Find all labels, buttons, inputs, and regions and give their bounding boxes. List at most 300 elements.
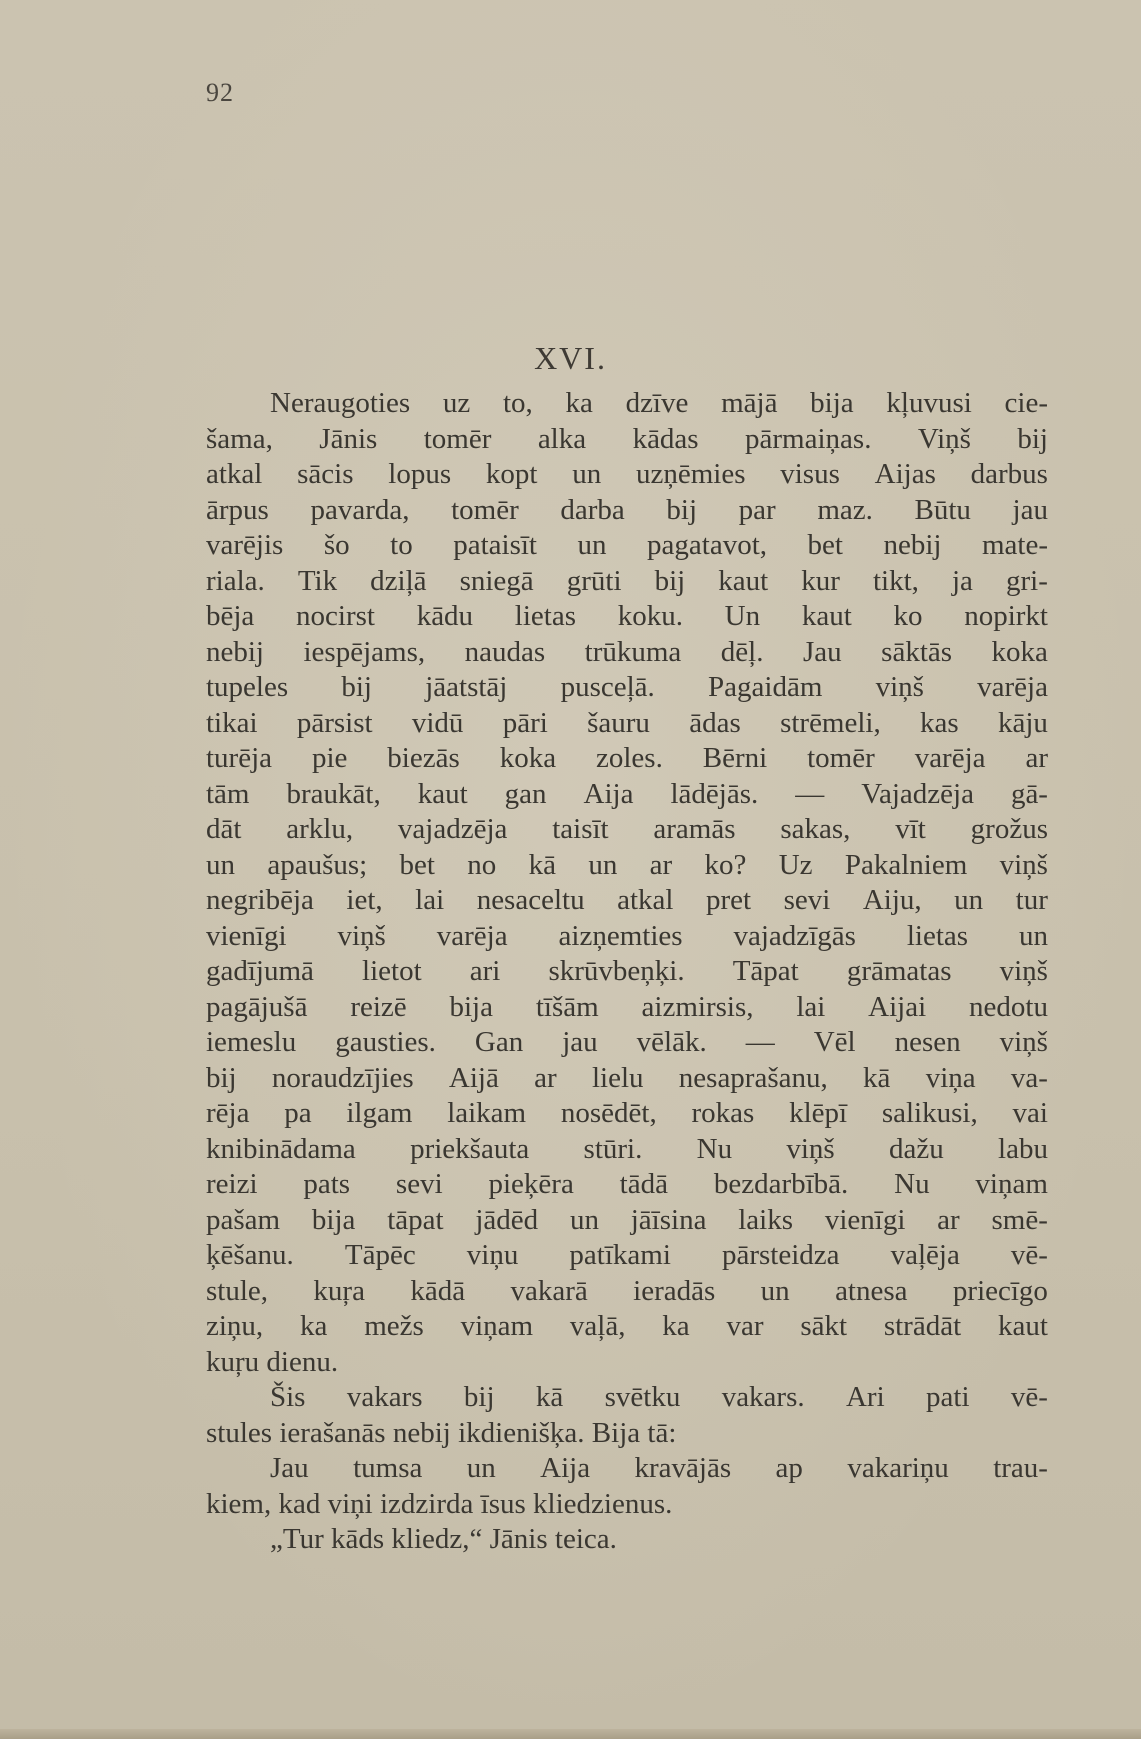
text-line [206,1274,1048,1310]
word: mājā [721,387,778,419]
word: tādā [619,1168,668,1200]
word: kādu [416,600,474,632]
word: stule, [206,1274,269,1307]
word: Pakalniem [844,848,968,881]
word: strādāt [883,1310,962,1342]
word: reizē [350,990,407,1023]
word: Jau [802,635,842,668]
word: trūkuma [584,635,682,668]
word: trau- [993,1452,1048,1484]
word: iespējams, [303,635,426,668]
word: ārpus [206,493,269,526]
word: va- [1010,1061,1048,1094]
word: un [954,884,984,916]
word: varēja [977,671,1048,703]
word: dienu. [266,1345,339,1378]
word: Neraugoties [270,387,411,419]
word: Aija [540,1452,591,1484]
word: Aijai [868,990,927,1023]
text-line [206,883,1048,919]
word: pagatavot, [647,529,767,561]
word: sācis [297,458,354,490]
word: kad [278,1487,321,1520]
word: vajadzīgās [733,919,856,952]
word: pats [303,1168,351,1200]
word: viņš [999,1026,1048,1058]
word: dažu [888,1132,944,1165]
word: ilgam [346,1097,413,1129]
word: darbus [970,458,1048,490]
word: alka [537,422,587,455]
word: koka [991,635,1048,668]
word: tumsa [353,1452,423,1484]
word: Gan [474,1026,524,1058]
word: Vēl [813,1026,856,1058]
word: nebij [883,529,942,561]
word: vakars. [721,1381,805,1413]
word: pavarda, [310,493,410,526]
word: Jau [270,1452,309,1484]
word: koku. [617,600,683,632]
word: dzīve [625,387,689,419]
chapter-heading: XVI. [534,340,607,376]
word: jāīsina [630,1203,707,1236]
page-bottom-edge [0,1729,1141,1739]
word: mežs [364,1310,424,1342]
word: šama, [206,422,273,455]
word: kādā [410,1274,466,1307]
word: patīkami [569,1239,671,1271]
word: viņam [975,1168,1048,1200]
word: kļuvusi [886,387,972,419]
word: — [745,1026,775,1058]
word: Jānis [319,422,378,455]
word: tikt, [873,564,919,597]
word: kliedzienus. [533,1487,673,1520]
word: kopt [485,458,538,490]
word: ieradās [633,1274,716,1307]
word: laiks [738,1203,794,1236]
word: sevi [395,1168,443,1200]
word: lietas [514,600,576,632]
word: skrūvbeņķi. [548,955,685,987]
word: sevi [783,884,831,916]
text-line [206,1025,1048,1061]
word: lietot [362,955,422,987]
text-line [206,1203,1048,1239]
word: ka [565,387,593,419]
text-line [206,422,1048,458]
word: kā [528,848,556,881]
word: kliedz,“ [391,1523,483,1555]
word: par [738,493,776,526]
word: kā [535,1381,564,1413]
text-line [206,919,1048,955]
word: vaļā, [569,1310,626,1342]
word: gri- [1005,564,1048,597]
word: jau [562,1026,598,1058]
word: vai [1012,1097,1048,1129]
word: ka [300,1310,328,1342]
word: Bija [591,1416,641,1449]
word: — [795,777,825,810]
word: naudas [464,635,546,668]
word: taisīt [552,813,609,845]
body-text [206,386,1048,1558]
text-line [206,1061,1048,1097]
text-line [206,1380,1048,1416]
word: pagājušā [206,990,308,1023]
word: un [588,848,618,881]
word: kāds [330,1523,385,1555]
word: riala. [206,564,265,597]
word: ar [534,1061,557,1094]
paragraph [206,1522,1048,1558]
word: to [390,529,413,561]
word: tomēr [451,493,519,526]
text-line [206,493,1048,529]
word: aizmirsis, [641,990,754,1023]
word: vienīgi [206,919,287,952]
word: dziļā [370,564,427,597]
text-line [206,528,1048,564]
word: Aija [583,777,634,810]
word: gausties. [335,1026,436,1058]
word: viņš [786,1132,835,1165]
word: ko? [704,848,747,881]
word: lietas [906,919,969,952]
text-line [206,848,1048,884]
word: bija [449,990,493,1023]
word: Šis [270,1381,306,1413]
word: turēja [206,742,273,774]
word: gadījumā [206,955,314,987]
word: mate- [981,529,1048,561]
paragraph [206,1380,1048,1451]
word: jau [1012,493,1048,526]
word: biezās [387,742,460,774]
word: kā [863,1061,891,1094]
word: ar [1025,742,1048,774]
word: aramās [653,813,736,845]
word: Viņš [917,422,971,455]
word: kas [920,706,959,739]
word: atkal [206,458,263,490]
word: braukāt, [286,777,381,810]
word: vakarā [510,1274,588,1307]
word: Bērni [702,742,768,774]
text-line [206,386,1048,422]
word: viņam [460,1310,534,1342]
text-line [206,990,1048,1026]
word: Vajadzēja [861,777,974,810]
word: nebij [392,1416,451,1449]
word: lādējās. [670,777,759,810]
word: gan [504,777,547,810]
word: pārmaiņas. [745,422,872,455]
text-line [206,1451,1048,1487]
word: Aijā [448,1061,499,1094]
word: iemeslu [206,1026,297,1058]
word: zoles. [595,742,663,774]
word: ikdienišķa. [458,1416,585,1449]
word: bij [654,564,686,597]
word: viņu [466,1239,519,1271]
word: sakas, [780,813,851,845]
text-line [206,812,1048,848]
word: un [572,458,602,490]
word: vēlāk. [636,1026,707,1058]
word: aizņemties [558,919,683,952]
text-line [206,1487,1048,1523]
word: ādas [689,706,741,739]
word: uz [442,387,471,419]
word: kaut [718,564,769,597]
page-number: 92 [206,78,234,107]
word: bija [311,1203,356,1236]
word: klēpī [789,1097,848,1129]
word: teica. [554,1523,617,1555]
word: kiem, [206,1487,272,1520]
word: viņi [327,1487,373,1520]
word: nocirst [296,600,375,632]
word: rēja [206,1097,250,1129]
word: vienīgi [824,1203,906,1236]
word: atnesa [835,1274,908,1307]
word: Uz [778,848,813,881]
word: viņš [999,955,1048,987]
word: cie- [1004,387,1048,419]
word: Tāpat [732,955,799,987]
word: svētku [604,1381,681,1413]
word: pret [705,884,752,916]
word: bija [810,387,854,419]
word: laikam [447,1097,527,1129]
word: grāmatas [846,955,952,987]
text-line [206,1096,1048,1132]
word: nebij [206,635,264,668]
word: labu [998,1132,1048,1165]
word: tupeles [206,671,289,703]
paragraph [206,386,1048,1380]
word: viņa [925,1061,976,1094]
word: tām [206,777,250,810]
word: šauru [587,706,650,739]
word: lielu [591,1061,644,1094]
word: vajadzēja [397,813,508,845]
word: ierašanās [279,1416,386,1449]
word: bij [666,493,698,526]
word: no [467,848,497,881]
word: tīšām [535,990,599,1023]
text-line [206,1522,1048,1558]
word: visus [780,458,840,490]
word: ko [893,600,923,632]
word: bezdarbībā. [713,1168,849,1200]
word: darba [560,493,625,526]
word: kravājās [634,1452,732,1484]
word: ari [469,955,501,987]
word: sāktās [881,635,953,668]
word: kur [801,564,840,597]
word: viņš [337,919,386,952]
word: un [206,848,235,881]
word: tomēr [423,422,492,455]
word: bet [807,529,843,561]
word: lai [796,990,826,1023]
word: ziņu, [206,1310,264,1342]
text-line [206,457,1048,493]
text-line [206,954,1048,990]
word: Un [724,600,761,632]
word: pusceļā. [560,671,655,703]
word: tomēr [807,742,875,774]
word: nesaprašanu, [678,1061,828,1094]
word: knibinādama [206,1132,356,1165]
word: tikai [206,706,258,739]
word: ķēšanu. [206,1239,294,1271]
word: bet [399,848,435,881]
word: bij [463,1381,495,1413]
text-line [206,635,1048,671]
word: pārsteidza [721,1239,840,1271]
word: kuŗu [206,1345,260,1378]
word: jāatstāj [425,671,508,703]
word: priecīgo [952,1274,1048,1307]
word: sniegā [459,564,534,597]
word: pašam [206,1203,281,1236]
text-line [206,1167,1048,1203]
word: dēļ. [720,635,764,668]
word: varējis [206,529,284,561]
word: maz. [817,493,873,526]
word: apaušus; [267,848,368,881]
word: vē- [1010,1239,1048,1271]
word: noraudzījies [271,1061,414,1094]
text-line [206,777,1048,813]
text-line [206,564,1048,600]
word: lopus [388,458,452,490]
text-line [206,1238,1048,1274]
word: pie [311,742,348,774]
word: pati [926,1381,970,1413]
word: ka [662,1310,690,1342]
word: ap [775,1452,803,1484]
word: un [760,1274,790,1307]
word: grūti [566,564,622,597]
word: nesen [894,1026,961,1058]
word: Tāpēc [344,1239,416,1271]
word: Aiju, [862,884,922,916]
word: kāju [998,706,1048,739]
word: jādēd [475,1203,539,1236]
word: atkal [617,884,674,916]
text-line [206,706,1048,742]
word: to, [502,387,533,419]
word: kādas [632,422,699,455]
word: viņš [875,671,924,703]
word: Būtu [914,493,971,526]
word: pataisīt [453,529,537,561]
word: Tik [297,564,338,597]
word: Pagaidām [708,671,823,703]
word: kuŗa [313,1274,365,1307]
word: Jānis [489,1523,548,1555]
word: nedotu [969,990,1048,1023]
word: varēja [914,742,986,774]
word: smē- [991,1203,1048,1236]
word: uzņēmies [635,458,746,490]
text-line [206,1132,1048,1168]
word: šo [323,529,350,561]
word: pieķēra [488,1168,574,1200]
word: kaut [997,1310,1048,1342]
word: strēmeli, [780,706,881,739]
paragraph [206,1451,1048,1522]
word: ja [951,564,973,597]
word: reizi [206,1168,258,1200]
word: tā: [647,1416,677,1449]
word: bij [1017,422,1048,455]
word: vīt [895,813,926,845]
word: „Tur [270,1523,324,1555]
word: kaut [801,600,852,632]
word: nesaceltu [476,884,585,916]
word: salikusi, [881,1097,978,1129]
word: grožus [970,813,1048,845]
word: iet, [346,884,383,916]
word: stūri. [583,1132,643,1165]
word: un [569,1203,599,1236]
word: un [577,529,607,561]
word: tur [1015,884,1048,916]
word: vakars [346,1381,423,1413]
word: stules [206,1416,273,1449]
word: pārsist [296,706,373,739]
word: nosēdēt, [560,1097,657,1129]
word: dāt [206,813,242,845]
word: tāpat [387,1203,444,1236]
word: bēja [206,600,255,632]
word: vidū [411,706,464,739]
word: pāri [502,706,548,739]
text-line [206,670,1048,706]
word: ar [649,848,673,881]
text-line [206,1309,1048,1345]
word: vaļēja [890,1239,960,1271]
word: nopirkt [964,600,1048,632]
word: Aijas [874,458,936,490]
word: Nu [894,1168,930,1200]
word: un [1018,919,1048,952]
word: varēja [436,919,508,952]
word: kaut [417,777,468,810]
word: vakariņu [847,1452,949,1484]
word: Ari [845,1381,885,1413]
word: izdzirda [380,1487,474,1520]
word: sākt [800,1310,848,1342]
word: bij [341,671,372,703]
word: var [726,1310,764,1342]
word: gā- [1010,777,1048,810]
word: priekšauta [410,1132,530,1165]
word: pa [284,1097,312,1129]
word: koka [499,742,557,774]
word: un [466,1452,496,1484]
word: īsus [480,1487,526,1520]
word: vē- [1010,1381,1048,1413]
word: lai [415,884,445,916]
